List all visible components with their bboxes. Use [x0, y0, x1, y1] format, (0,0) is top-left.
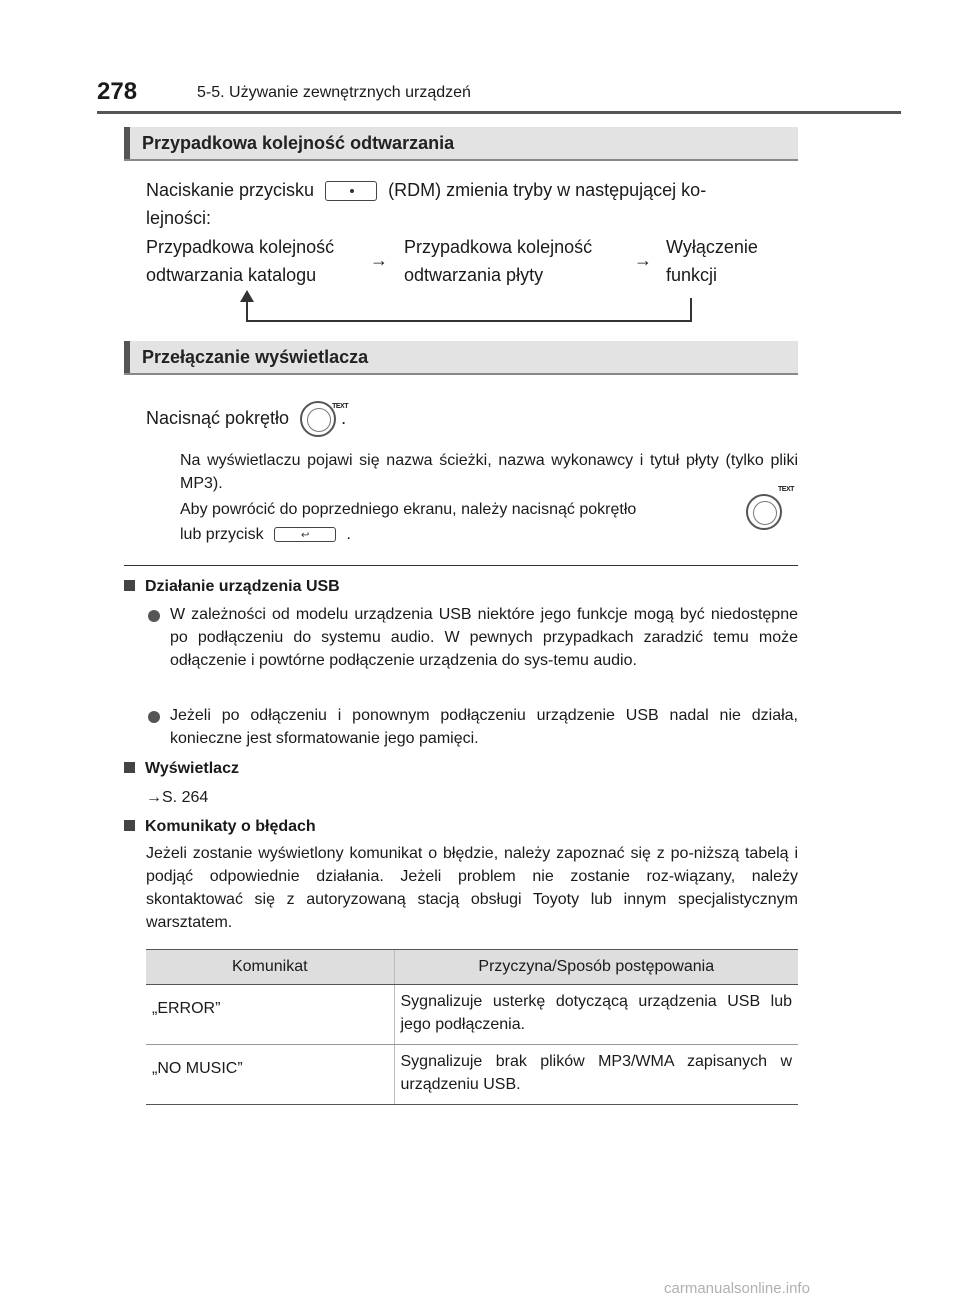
- back-button-icon: [274, 527, 336, 542]
- flow-step-line: odtwarzania katalogu: [146, 265, 317, 285]
- text-knob-icon: [300, 401, 348, 437]
- message-cell: „NO MUSIC”: [146, 1045, 394, 1105]
- usb-bullet-2: Jeżeli po odłączeniu i ponownym podłączeniu urządzenie USB nadal nie działa, konieczne jest sformatowanie jego pamięci.: [170, 707, 798, 747]
- chapter-title: 5-5. Używanie zewnętrznych urządzeń: [197, 84, 471, 101]
- loop-arrowhead-icon: [240, 290, 254, 302]
- note-text: lub przycisk: [180, 526, 264, 543]
- table-row: [146, 985, 798, 1045]
- note-heading-display: [124, 757, 239, 780]
- knob-label: TEXT: [778, 486, 794, 493]
- cause-cell: Sygnalizuje brak plików MP3/WMA zapisanych w urządzeniu USB.: [394, 1045, 798, 1105]
- display-reference: [146, 786, 208, 809]
- usb-bullet-1: W zależności od modelu urządzenia USB niektóre jego funkcje mogą być niedostępne po podłączeniu do systemu audio. W pewnych przypadkach zaradzić temu może odłączenie i powtórne podłączenie urządzenia do sys-temu audio.: [170, 606, 798, 669]
- section-title: Przypadkowa kolejność odtwarzania: [142, 133, 455, 153]
- message-cell: „ERROR”: [146, 985, 394, 1045]
- page-reference-link[interactable]: S. 264: [162, 789, 209, 806]
- round-bullet-icon: [148, 610, 160, 622]
- note-heading-errors: [124, 815, 316, 838]
- flow-arrow-icon: →: [370, 250, 388, 270]
- flow-step-line: Wyłączenie: [666, 237, 758, 257]
- table-row: [146, 1045, 798, 1105]
- intro-text-before: Naciskanie przycisku: [146, 180, 315, 200]
- errors-text: Jeżeli zostanie wyświetlony komunikat o błędzie, należy zapoznać się z po-niższą tabelą i podjąć odpowiednie działania. Jeżeli problem nie zostanie roz-wiązany, należy skontaktować się z autoryzowaną stacją obsługi Toyoty lub innym specjalistycznym warsztatem.: [146, 845, 798, 931]
- flow-step-line: odtwarzania płyty: [404, 265, 544, 285]
- display-note-2: [180, 498, 746, 521]
- display-step: [146, 401, 346, 437]
- flow-step-disc: [404, 233, 592, 289]
- page-header: [97, 78, 897, 112]
- note-heading-text: Komunikaty o błędach: [145, 818, 316, 835]
- text-knob-icon: [746, 486, 794, 530]
- loop-line-left: [246, 300, 248, 322]
- flow-step-folder: [146, 233, 334, 289]
- note-heading-usb: [124, 575, 340, 598]
- display-note-1: Na wyświetlaczu pojawi się nazwa ścieżki, nazwa wykonawcy i tytuł płyty (tylko pliki MP3).: [180, 452, 798, 492]
- cause-cell: Sygnalizuje usterkę dotyczącą urządzenia USB lub jego podłączenia.: [394, 985, 798, 1045]
- note-heading-text: Działanie urządzenia USB: [145, 578, 340, 595]
- note-text: Aby powrócić do poprzedniego ekranu, należy nacisnąć pokrętło: [180, 501, 637, 518]
- random-intro: [146, 176, 798, 204]
- flow-step-line: Przypadkowa kolejność: [404, 237, 593, 257]
- display-note-2-cont: [180, 523, 351, 546]
- site-watermark: carmanualsonline.info: [664, 1280, 810, 1297]
- flow-arrow-icon: →: [634, 250, 652, 270]
- step-text: Nacisnąć pokrętło: [146, 407, 290, 428]
- knob-label: TEXT: [332, 403, 348, 410]
- flow-step-off: [666, 233, 758, 289]
- step-end: .: [341, 407, 347, 428]
- table-header-row: [146, 950, 798, 985]
- reference-arrow-icon: →: [146, 789, 162, 806]
- error-messages-table: [146, 949, 798, 1105]
- flow-step-line: Przypadkowa kolejność: [146, 237, 335, 257]
- column-header-message: Komunikat: [146, 950, 394, 985]
- flow-step-line: funkcji: [666, 265, 718, 285]
- round-bullet-icon: [148, 711, 160, 723]
- page-number: 278: [97, 78, 138, 105]
- section-header-random-playback: [124, 127, 798, 161]
- column-header-cause: Przyczyna/Sposób postępowania: [394, 950, 798, 985]
- header-rule: [97, 111, 901, 114]
- random-intro-cont: lejności:: [146, 208, 212, 228]
- square-bullet-icon: [124, 820, 135, 831]
- rdm-button-icon: [325, 181, 377, 201]
- section-divider: [124, 565, 798, 566]
- section-title: Przełączanie wyświetlacza: [142, 347, 369, 367]
- intro-text-after: (RDM) zmienia tryby w następującej ko-: [388, 180, 707, 200]
- loop-line-bottom: [246, 320, 692, 322]
- section-header-display-switch: [124, 341, 798, 375]
- note-heading-text: Wyświetlacz: [145, 760, 239, 777]
- loop-line-right: [690, 298, 692, 322]
- note-end: .: [346, 526, 351, 543]
- square-bullet-icon: [124, 762, 135, 773]
- square-bullet-icon: [124, 580, 135, 591]
